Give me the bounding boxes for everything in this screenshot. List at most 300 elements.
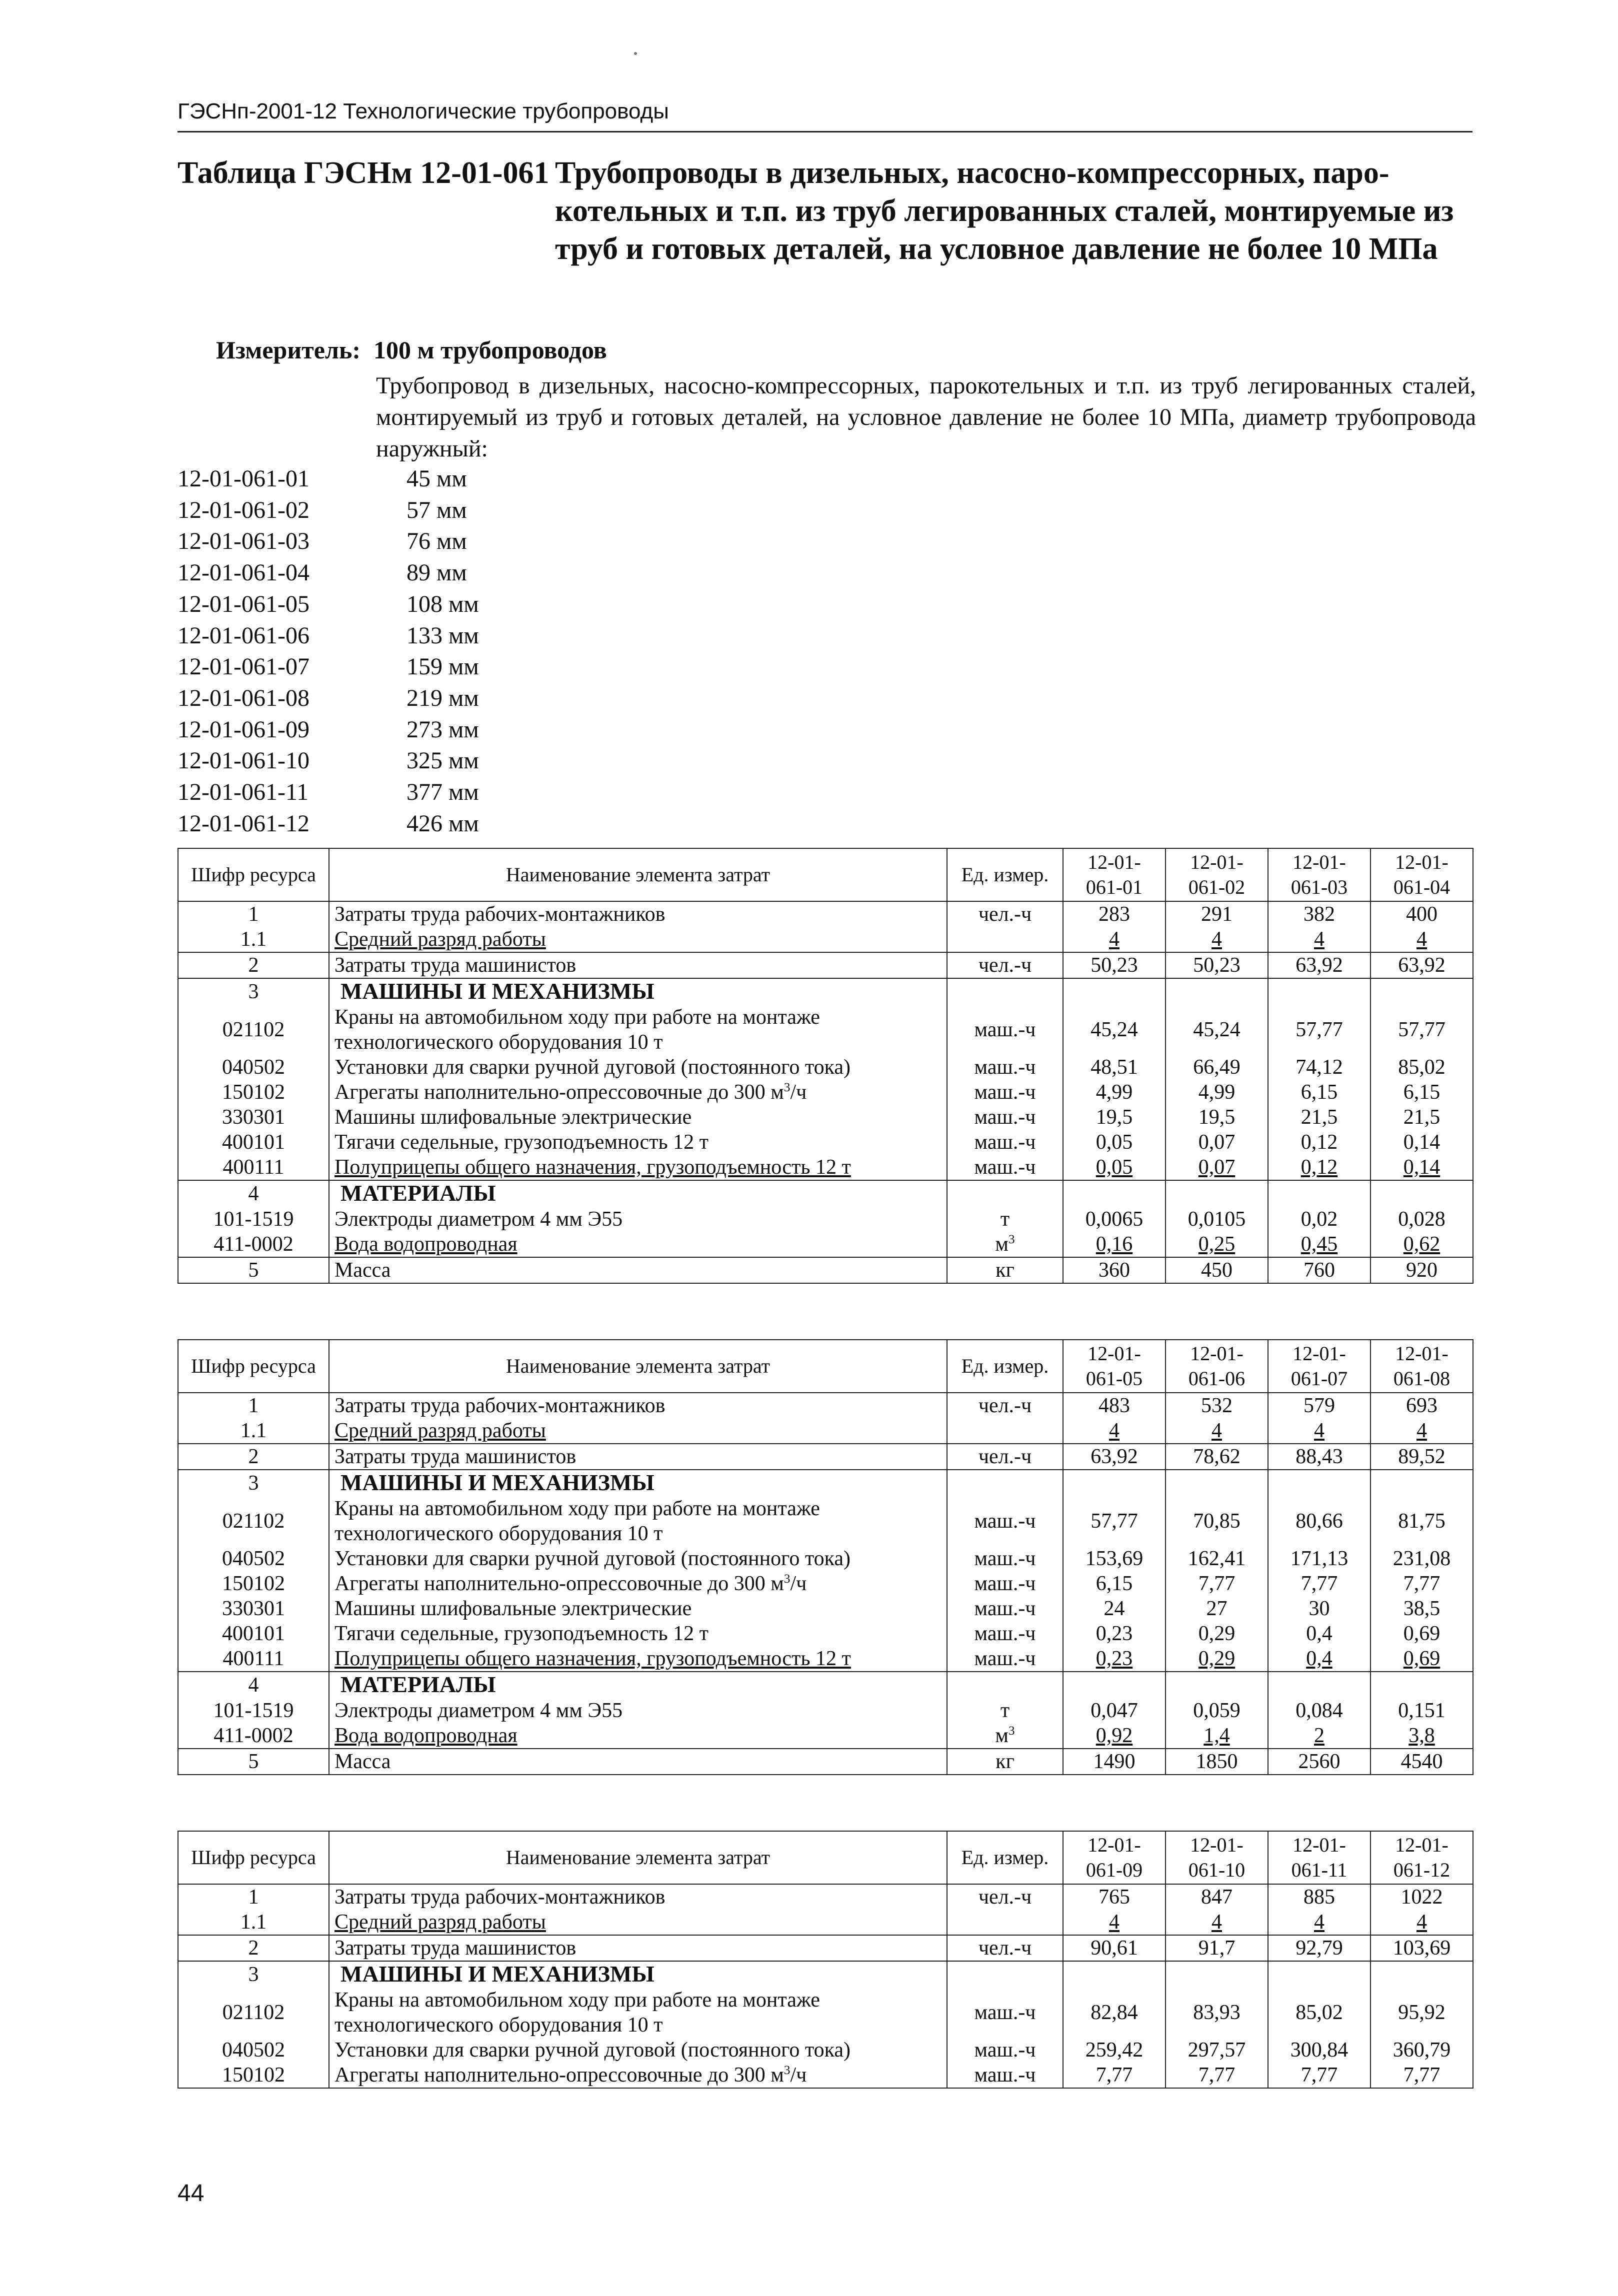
resource-name: Машины шлифовальные электрические — [329, 1596, 947, 1621]
norm-value: 0,4 — [1268, 1621, 1370, 1646]
resource-name: Агрегаты наполнительно-опрессовочные до 300 $м^3/ч$ — [329, 1571, 947, 1596]
resource-code: 400111 — [178, 1155, 329, 1180]
resource-code: 3 — [178, 978, 329, 1005]
code-list-item — [178, 808, 479, 840]
table-row — [178, 1723, 1473, 1749]
code-list-code: 12-01-061-06 — [178, 622, 310, 649]
resource-code: 101-1519 — [178, 1207, 329, 1232]
header-norm-code: 12-01- 061-07 — [1268, 1340, 1370, 1393]
resource-name: Тягачи седельные, грузоподъемность 12 т — [329, 1130, 947, 1155]
resource-name: Затраты труда машинистов — [329, 952, 947, 978]
norm-value: 88,43 — [1268, 1444, 1370, 1470]
header-norm-code: 12-01- 061-05 — [1063, 1340, 1166, 1393]
meter-line — [216, 334, 607, 366]
header-name: Наименование элемента затрат — [329, 848, 947, 901]
norm-value: 4 — [1063, 1418, 1166, 1444]
resource-unit: маш.-ч — [947, 1546, 1063, 1571]
resource-name: МАТЕРИАЛЫ — [329, 1672, 947, 1698]
resource-unit — [947, 927, 1063, 952]
resource-unit: маш.-ч — [947, 1155, 1063, 1180]
norm-value: 0,05 — [1063, 1155, 1166, 1180]
resource-name: Затраты труда рабочих-монтажников — [329, 901, 947, 927]
norm-value: 7,77 — [1268, 1571, 1370, 1596]
norm-value: 2 — [1268, 1723, 1370, 1749]
norm-value: 0,084 — [1268, 1698, 1370, 1723]
table-row — [178, 2063, 1473, 2088]
norm-value: 4 — [1370, 1910, 1473, 1935]
code-list-code: 12-01-061-11 — [178, 779, 309, 806]
resource-code: 150102 — [178, 1080, 329, 1105]
page-number: 44 — [178, 2180, 204, 2207]
norm-value: 360,79 — [1370, 2038, 1473, 2063]
table-title: Трубопроводы в дизельных, насосно-компрессорных, паро-котельных и т.п. из труб легированных сталей, монтируемые из труб и готовых деталей, на условное давление не более 10 МПа — [555, 156, 1454, 266]
norm-value: 103,69 — [1370, 1935, 1473, 1961]
resource-code: 040502 — [178, 2038, 329, 2063]
resource-unit: чел.-ч — [947, 1393, 1063, 1418]
code-list-item — [178, 714, 479, 746]
norm-value: 153,69 — [1063, 1546, 1166, 1571]
table-row — [178, 1496, 1473, 1546]
norm-value: 63,92 — [1063, 1444, 1166, 1470]
norm-value: 0,16 — [1063, 1232, 1166, 1257]
norm-value: 0,23 — [1063, 1621, 1166, 1646]
norm-value: 6,15 — [1370, 1080, 1473, 1105]
code-list — [178, 463, 479, 839]
norm-value: 162,41 — [1166, 1546, 1268, 1571]
table-row — [178, 901, 1473, 927]
header-norm-code: 12-01- 061-08 — [1370, 1340, 1473, 1393]
table-row — [178, 1884, 1473, 1910]
resource-code: 5 — [178, 1749, 329, 1775]
table-row — [178, 952, 1473, 978]
resource-name: Средний разряд работы — [329, 1910, 947, 1935]
resource-code: 021102 — [178, 1005, 329, 1055]
norm-value — [1268, 1470, 1370, 1496]
norm-value: 450 — [1166, 1257, 1268, 1283]
code-list-item — [178, 777, 479, 808]
resource-code: 040502 — [178, 1546, 329, 1571]
table-row — [178, 1207, 1473, 1232]
norm-value — [1370, 1672, 1473, 1698]
norm-value: 885 — [1268, 1884, 1370, 1910]
meter-value: 100 м трубопроводов — [374, 336, 607, 364]
resource-code: 1.1 — [178, 1418, 329, 1444]
code-list-code: 12-01-061-07 — [178, 653, 310, 680]
resource-unit: маш.-ч — [947, 1130, 1063, 1155]
resource-code: 330301 — [178, 1596, 329, 1621]
norm-value: 231,08 — [1370, 1546, 1473, 1571]
norm-value: 0,07 — [1166, 1155, 1268, 1180]
norm-value: 2560 — [1268, 1749, 1370, 1775]
norm-value: 0,69 — [1370, 1621, 1473, 1646]
norm-value: 7,77 — [1166, 1571, 1268, 1596]
resource-code: 1.1 — [178, 1910, 329, 1935]
norm-value: 19,5 — [1166, 1105, 1268, 1130]
resource-code: 101-1519 — [178, 1698, 329, 1723]
resource-unit: маш.-ч — [947, 1596, 1063, 1621]
table-row — [178, 1596, 1473, 1621]
table-row — [178, 1180, 1473, 1207]
norm-value: 0,02 — [1268, 1207, 1370, 1232]
code-list-item — [178, 495, 479, 526]
resource-unit: маш.-ч — [947, 1055, 1063, 1080]
resource-unit: чел.-ч — [947, 1884, 1063, 1910]
norm-value: 4 — [1370, 927, 1473, 952]
resource-name: Средний разряд работы — [329, 1418, 947, 1444]
norm-value: 81,75 — [1370, 1496, 1473, 1546]
meter-label: Измеритель: — [216, 336, 361, 364]
norm-value: 693 — [1370, 1393, 1473, 1418]
norm-value: 66,49 — [1166, 1055, 1268, 1080]
norm-value: 847 — [1166, 1884, 1268, 1910]
resource-name: МАШИНЫ И МЕХАНИЗМЫ — [329, 1961, 947, 1988]
norm-value: 0,92 — [1063, 1723, 1166, 1749]
norm-value: 4 — [1166, 927, 1268, 952]
resource-name: Электроды диаметром 4 мм Э55 — [329, 1207, 947, 1232]
resource-name: Краны на автомобильном ходу при работе на монтаже технологического оборудования 10 т — [329, 1005, 947, 1055]
norm-value: 27 — [1166, 1596, 1268, 1621]
code-list-item — [178, 683, 479, 714]
resource-name: Вода водопроводная — [329, 1232, 947, 1257]
resource-code: 4 — [178, 1672, 329, 1698]
norm-value — [1166, 978, 1268, 1005]
code-list-item — [178, 463, 479, 495]
work-description: Трубопровод в дизельных, насосно-компрессорных, парокотельных и т.п. из труб легированных сталей, монтируемый из труб и готовых деталей, на условное давление не более 10 МПа, диаметр трубопровода наружный: — [376, 372, 1476, 462]
resource-code: 400101 — [178, 1621, 329, 1646]
resource-name: Вода водопроводная — [329, 1723, 947, 1749]
resource-unit: чел.-ч — [947, 901, 1063, 927]
resource-name: Затраты труда машинистов — [329, 1444, 947, 1470]
norm-value: 483 — [1063, 1393, 1166, 1418]
norm-value: 4 — [1166, 1910, 1268, 1935]
table-row — [178, 1935, 1473, 1961]
table-row — [178, 1155, 1473, 1180]
norm-value: 0,69 — [1370, 1646, 1473, 1672]
resource-name: Электроды диаметром 4 мм Э55 — [329, 1698, 947, 1723]
code-list-item — [178, 651, 479, 683]
resource-name: МАТЕРИАЛЫ — [329, 1180, 947, 1207]
header-norm-code: 12-01- 061-03 — [1268, 848, 1370, 901]
resource-code: 400101 — [178, 1130, 329, 1155]
header-unit: Ед. измер. — [947, 848, 1063, 901]
code-list-diameter: 273 мм — [406, 716, 479, 743]
table-row — [178, 1910, 1473, 1935]
header-norm-code: 12-01- 061-06 — [1166, 1340, 1268, 1393]
code-list-item — [178, 620, 479, 652]
norm-value: 0,07 — [1166, 1130, 1268, 1155]
resource-name: Краны на автомобильном ходу при работе на монтаже технологического оборудования 10 т — [329, 1988, 947, 2038]
norm-value: 0,29 — [1166, 1646, 1268, 1672]
code-list-code: 12-01-061-02 — [178, 496, 310, 523]
resource-code: 150102 — [178, 2063, 329, 2088]
table-row — [178, 1080, 1473, 1105]
norm-value: 4 — [1166, 1418, 1268, 1444]
norm-value — [1370, 1470, 1473, 1496]
header-unit: Ед. измер. — [947, 1340, 1063, 1393]
resource-code: 411-0002 — [178, 1723, 329, 1749]
resource-unit: маш.-ч — [947, 2038, 1063, 2063]
norm-value — [1063, 1961, 1166, 1988]
table-header-row — [178, 848, 1473, 901]
norm-value — [1063, 978, 1166, 1005]
table-row — [178, 978, 1473, 1005]
resource-unit: $м^3$ — [947, 1232, 1063, 1257]
norm-value: 4540 — [1370, 1749, 1473, 1775]
table-row — [178, 1257, 1473, 1283]
resource-name: Тягачи седельные, грузоподъемность 12 т — [329, 1621, 947, 1646]
resource-unit: т — [947, 1698, 1063, 1723]
norm-value: 0,059 — [1166, 1698, 1268, 1723]
norm-value: 63,92 — [1370, 952, 1473, 978]
resource-table-3 — [178, 1831, 1474, 2089]
norm-value: 24 — [1063, 1596, 1166, 1621]
header-name: Наименование элемента затрат — [329, 1340, 947, 1393]
resource-table-2 — [178, 1339, 1474, 1775]
resource-code: 021102 — [178, 1988, 329, 2038]
norm-value: 78,62 — [1166, 1444, 1268, 1470]
header-norm-code: 12-01- 061-10 — [1166, 1831, 1268, 1884]
resource-name: Установки для сварки ручной дуговой (постоянного тока) — [329, 1546, 947, 1571]
code-list-diameter: 159 мм — [406, 653, 479, 680]
norm-value: 70,85 — [1166, 1496, 1268, 1546]
norm-value: 920 — [1370, 1257, 1473, 1283]
norm-value: 4 — [1063, 927, 1166, 952]
norm-value: 89,52 — [1370, 1444, 1473, 1470]
scan-dot — [634, 52, 637, 55]
resource-unit — [947, 1180, 1063, 1207]
norm-value: 7,77 — [1166, 2063, 1268, 2088]
norm-value: 7,77 — [1268, 2063, 1370, 2088]
norm-value: 1022 — [1370, 1884, 1473, 1910]
resource-code: 2 — [178, 952, 329, 978]
table-row — [178, 1130, 1473, 1155]
norm-value: 4 — [1268, 1910, 1370, 1935]
norm-value: 532 — [1166, 1393, 1268, 1418]
resource-code: 411-0002 — [178, 1232, 329, 1257]
resource-name: Масса — [329, 1257, 947, 1283]
norm-value: 0,23 — [1063, 1646, 1166, 1672]
norm-value: 90,61 — [1063, 1935, 1166, 1961]
norm-value: 0,0105 — [1166, 1207, 1268, 1232]
resource-code: 1 — [178, 901, 329, 927]
code-list-code: 12-01-061-09 — [178, 716, 310, 743]
norm-value: 760 — [1268, 1257, 1370, 1283]
resource-code: 3 — [178, 1961, 329, 1988]
norm-value: 21,5 — [1370, 1105, 1473, 1130]
norm-value — [1166, 1470, 1268, 1496]
norm-value: 30 — [1268, 1596, 1370, 1621]
code-list-diameter: 133 мм — [406, 622, 479, 649]
norm-value: 3,8 — [1370, 1723, 1473, 1749]
resource-code: 2 — [178, 1935, 329, 1961]
table-row — [178, 1105, 1473, 1130]
norm-value: 0,14 — [1370, 1130, 1473, 1155]
table-header-row — [178, 1340, 1473, 1393]
code-list-code: 12-01-061-12 — [178, 810, 310, 837]
code-list-code: 12-01-061-03 — [178, 528, 310, 555]
norm-value — [1063, 1470, 1166, 1496]
norm-value: 0,62 — [1370, 1232, 1473, 1257]
code-list-diameter: 325 мм — [406, 747, 479, 774]
norm-value: 7,77 — [1063, 2063, 1166, 2088]
resource-unit: $м^3$ — [947, 1723, 1063, 1749]
norm-value: 95,92 — [1370, 1988, 1473, 2038]
resource-name: Установки для сварки ручной дуговой (постоянного тока) — [329, 2038, 947, 2063]
table-row — [178, 1470, 1473, 1496]
resource-code: 150102 — [178, 1571, 329, 1596]
resource-name: Затраты труда рабочих-монтажников — [329, 1884, 947, 1910]
norm-value: 171,13 — [1268, 1546, 1370, 1571]
header-norm-code: 12-01- 061-02 — [1166, 848, 1268, 901]
norm-value: 57,77 — [1370, 1005, 1473, 1055]
resource-name: Масса — [329, 1749, 947, 1775]
resource-unit: кг — [947, 1257, 1063, 1283]
norm-value: 0,047 — [1063, 1698, 1166, 1723]
resource-unit: маш.-ч — [947, 1080, 1063, 1105]
norm-value: 85,02 — [1268, 1988, 1370, 2038]
norm-value: 765 — [1063, 1884, 1166, 1910]
table-row — [178, 1988, 1473, 2038]
resource-unit — [947, 1910, 1063, 1935]
norm-value: 0,29 — [1166, 1621, 1268, 1646]
resource-name: МАШИНЫ И МЕХАНИЗМЫ — [329, 978, 947, 1005]
norm-value: 50,23 — [1166, 952, 1268, 978]
norm-value: 1850 — [1166, 1749, 1268, 1775]
norm-value: 297,57 — [1166, 2038, 1268, 2063]
resource-unit: маш.-ч — [947, 1005, 1063, 1055]
norm-value: 7,77 — [1370, 2063, 1473, 2088]
running-header: ГЭСНп-2001-12 Технологические трубопроводы — [178, 99, 669, 123]
resource-name: МАШИНЫ И МЕХАНИЗМЫ — [329, 1470, 947, 1496]
table-title-prefix: Таблица ГЭСНм 12-01-061 — [178, 156, 550, 190]
norm-value — [1268, 1961, 1370, 1988]
table-row — [178, 1005, 1473, 1055]
code-list-code: 12-01-061-10 — [178, 747, 310, 774]
norm-value: 382 — [1268, 901, 1370, 927]
norm-value: 1,4 — [1166, 1723, 1268, 1749]
code-list-code: 12-01-061-04 — [178, 559, 310, 586]
resource-name: Затраты труда машинистов — [329, 1935, 947, 1961]
header-norm-code: 12-01- 061-11 — [1268, 1831, 1370, 1884]
table-row — [178, 1672, 1473, 1698]
resource-unit — [947, 1418, 1063, 1444]
resource-code: 5 — [178, 1257, 329, 1283]
table-row — [178, 1961, 1473, 1988]
resource-code: 1.1 — [178, 927, 329, 952]
resource-table-1 — [178, 848, 1474, 1284]
header-code: Шифр ресурса — [178, 1831, 329, 1884]
norm-value: 579 — [1268, 1393, 1370, 1418]
norm-value — [1268, 1180, 1370, 1207]
resource-code: 330301 — [178, 1105, 329, 1130]
norm-value: 4 — [1268, 1418, 1370, 1444]
norm-value: 4 — [1268, 927, 1370, 952]
resource-unit: маш.-ч — [947, 1571, 1063, 1596]
table-row — [178, 1546, 1473, 1571]
norm-value: 1490 — [1063, 1749, 1166, 1775]
norm-value: 0,45 — [1268, 1232, 1370, 1257]
resource-name: Полуприцепы общего назначения, грузоподъемность 12 т — [329, 1646, 947, 1672]
norm-value: 0,12 — [1268, 1155, 1370, 1180]
norm-value: 50,23 — [1063, 952, 1166, 978]
resource-unit: маш.-ч — [947, 1988, 1063, 2038]
code-list-item — [178, 526, 479, 557]
resource-unit — [947, 1672, 1063, 1698]
norm-value: 7,77 — [1370, 1571, 1473, 1596]
norm-value: 85,02 — [1370, 1055, 1473, 1080]
header-unit: Ед. измер. — [947, 1831, 1063, 1884]
table-row — [178, 2038, 1473, 2063]
norm-value: 6,15 — [1063, 1571, 1166, 1596]
code-list-diameter: 219 мм — [406, 684, 479, 711]
resource-unit: чел.-ч — [947, 952, 1063, 978]
norm-value: 38,5 — [1370, 1596, 1473, 1621]
header-norm-code: 12-01- 061-01 — [1063, 848, 1166, 901]
resource-code: 1 — [178, 1393, 329, 1418]
norm-value — [1370, 1180, 1473, 1207]
norm-value: 400 — [1370, 901, 1473, 927]
norm-value: 57,77 — [1268, 1005, 1370, 1055]
norm-value: 0,151 — [1370, 1698, 1473, 1723]
table-row — [178, 1444, 1473, 1470]
norm-value: 4 — [1063, 1910, 1166, 1935]
table-row — [178, 1698, 1473, 1723]
resource-unit — [947, 1470, 1063, 1496]
resource-code: 400111 — [178, 1646, 329, 1672]
resource-unit: маш.-ч — [947, 2063, 1063, 2088]
table-row — [178, 1571, 1473, 1596]
norm-value: 45,24 — [1166, 1005, 1268, 1055]
norm-value: 74,12 — [1268, 1055, 1370, 1080]
resource-unit: чел.-ч — [947, 1935, 1063, 1961]
resource-name: Полуприцепы общего назначения, грузоподъемность 12 т — [329, 1155, 947, 1180]
norm-value: 4,99 — [1166, 1080, 1268, 1105]
norm-value: 92,79 — [1268, 1935, 1370, 1961]
resource-name: Машины шлифовальные электрические — [329, 1105, 947, 1130]
norm-value — [1166, 1180, 1268, 1207]
resource-name: Краны на автомобильном ходу при работе на монтаже технологического оборудования 10 т — [329, 1496, 947, 1546]
code-list-diameter: 45 мм — [406, 465, 467, 492]
norm-value: 283 — [1063, 901, 1166, 927]
norm-value — [1063, 1180, 1166, 1207]
code-list-diameter: 377 мм — [406, 779, 479, 806]
resource-unit: кг — [947, 1749, 1063, 1775]
norm-value: 0,0065 — [1063, 1207, 1166, 1232]
norm-value: 82,84 — [1063, 1988, 1166, 2038]
norm-value — [1166, 1672, 1268, 1698]
code-list-code: 12-01-061-08 — [178, 684, 310, 711]
table-row — [178, 1418, 1473, 1444]
resource-code: 021102 — [178, 1496, 329, 1546]
norm-value: 48,51 — [1063, 1055, 1166, 1080]
norm-value: 300,84 — [1268, 2038, 1370, 2063]
norm-value — [1370, 978, 1473, 1005]
code-list-item — [178, 557, 479, 589]
norm-value: 6,15 — [1268, 1080, 1370, 1105]
resource-code: 3 — [178, 1470, 329, 1496]
resource-code: 2 — [178, 1444, 329, 1470]
header-code: Шифр ресурса — [178, 848, 329, 901]
norm-value — [1370, 1961, 1473, 1988]
table-row — [178, 1055, 1473, 1080]
resource-unit: чел.-ч — [947, 1444, 1063, 1470]
norm-value: 4,99 — [1063, 1080, 1166, 1105]
resource-unit: маш.-ч — [947, 1646, 1063, 1672]
resource-unit: маш.-ч — [947, 1105, 1063, 1130]
norm-value — [1166, 1961, 1268, 1988]
norm-value: 19,5 — [1063, 1105, 1166, 1130]
norm-value — [1268, 1672, 1370, 1698]
